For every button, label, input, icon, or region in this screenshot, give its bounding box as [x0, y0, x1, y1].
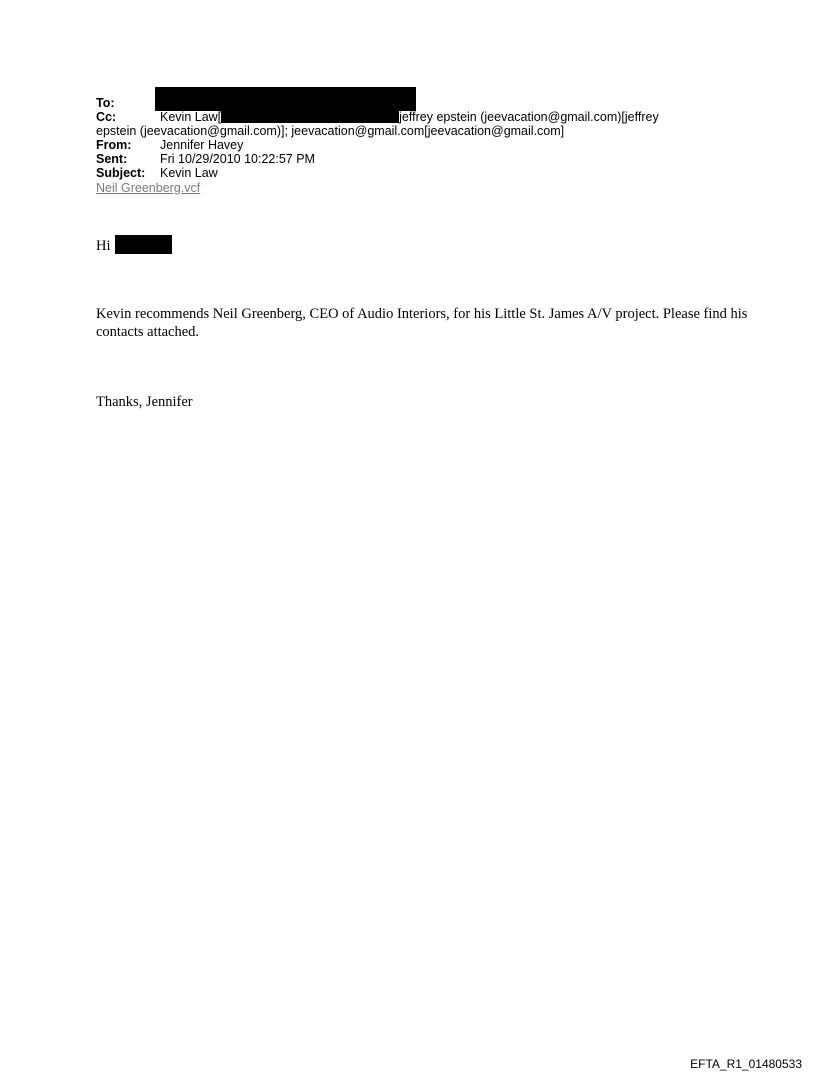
email-header: [96, 96, 736, 194]
sent-row: [96, 152, 736, 166]
subject-row: [96, 166, 736, 180]
recipient-name-redaction: [115, 235, 172, 254]
subject-value: Kevin Law: [160, 166, 218, 180]
cc-rest: jeffrey epstein (jeevacation@gmail.com)[jeffrey: [399, 110, 659, 124]
to-label: To:: [96, 96, 115, 110]
from-label: From:: [96, 138, 132, 152]
message-body: Kevin recommends Neil Greenberg, CEO of Audio Interiors, for his Little St. James A/V project. Please find his contacts attached.: [96, 306, 748, 340]
from-row: [96, 138, 736, 152]
cc-label: Cc:: [96, 110, 117, 124]
attachment-link[interactable]: Neil Greenberg.vcf: [96, 181, 201, 195]
from-value: Jennifer Havey: [160, 138, 244, 152]
subject-label: Subject:: [96, 166, 146, 180]
to-row: [96, 96, 736, 110]
cc-continuation: epstein (jeevacation@gmail.com)]; jeevacation@gmail.com[jeevacation@gmail.com]: [96, 124, 565, 138]
cc-email-redaction: [221, 110, 399, 123]
cc-name: Kevin Law[: [160, 110, 222, 124]
sent-label: Sent:: [96, 152, 128, 166]
signoff: Thanks, Jennifer: [96, 394, 193, 410]
greeting-text: Hi: [96, 238, 111, 254]
attachment-row: [96, 180, 736, 194]
cc-row: [96, 110, 736, 124]
sent-value: Fri 10/29/2010 10:22:57 PM: [160, 152, 315, 166]
greeting: [96, 235, 172, 255]
document-id: EFTA_R1_01480533: [690, 1057, 802, 1071]
